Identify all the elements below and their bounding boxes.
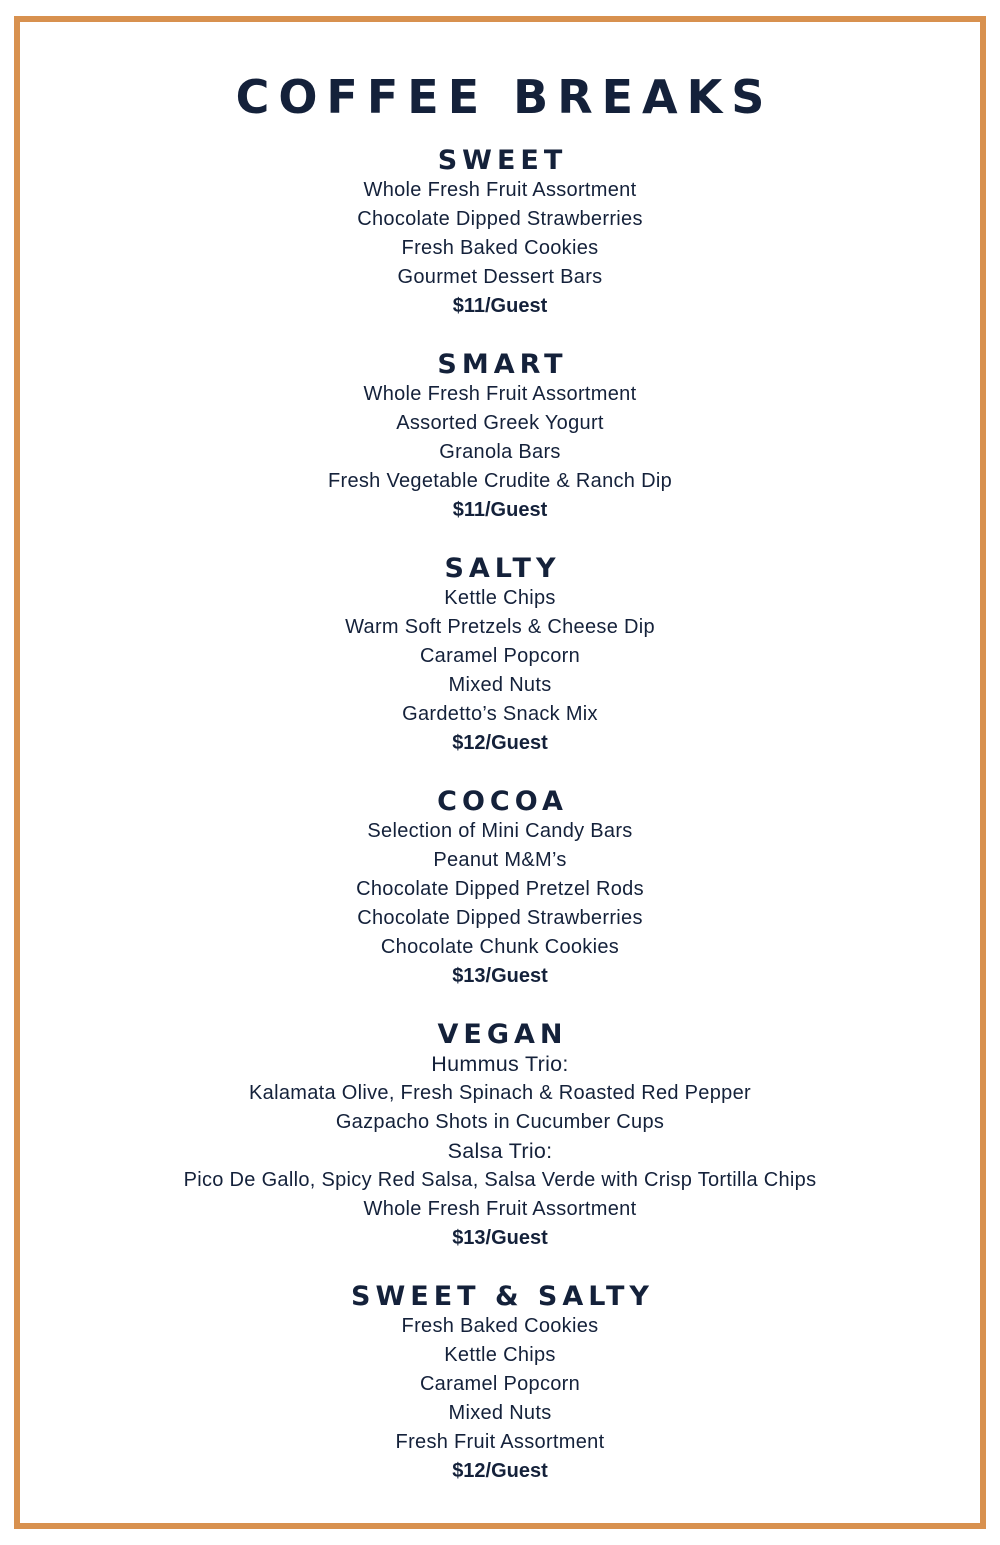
menu-item: Chocolate Chunk Cookies <box>380 936 620 958</box>
menu-item: Pico De Gallo, Spicy Red Salsa, Salsa Verde with Crisp Tortilla Chips <box>183 1169 817 1191</box>
menu-sections <box>20 146 980 1486</box>
menu-item: Caramel Popcorn <box>419 1373 581 1395</box>
menu-item: Whole Fresh Fruit Assortment <box>363 179 637 201</box>
menu-item: Granola Bars <box>439 441 561 463</box>
menu-section <box>20 350 980 525</box>
menu-section <box>20 554 980 758</box>
price: $12/Guest <box>452 1460 548 1482</box>
price: $11/Guest <box>452 499 548 521</box>
menu-item: Chocolate Dipped Pretzel Rods <box>356 878 644 900</box>
menu-item: Fresh Baked Cookies <box>401 237 599 259</box>
subheading: Salsa Trio: <box>447 1139 553 1163</box>
menu-item: Caramel Popcorn <box>419 645 581 667</box>
menu-item: Whole Fresh Fruit Assortment <box>363 383 637 405</box>
menu-item: Fresh Vegetable Crudite & Ranch Dip <box>327 470 672 492</box>
menu-item: Peanut M&M’s <box>433 849 567 871</box>
menu-section <box>20 1282 980 1486</box>
menu-item: Kalamata Olive, Fresh Spinach & Roasted Red Pepper <box>249 1082 751 1104</box>
section-title: SWEET <box>437 145 568 176</box>
menu-item: Whole Fresh Fruit Assortment <box>363 1198 637 1220</box>
section-title: SALTY <box>444 553 561 584</box>
section-title: SWEET & SALTY <box>351 1281 654 1312</box>
menu-section <box>20 1020 980 1253</box>
menu-item: Warm Soft Pretzels & Cheese Dip <box>345 616 655 638</box>
section-title: VEGAN <box>437 1019 568 1050</box>
menu-item: Gourmet Dessert Bars <box>397 266 603 288</box>
price: $12/Guest <box>452 732 548 754</box>
menu-section <box>20 787 980 991</box>
menu-item: Mixed Nuts <box>448 1402 552 1424</box>
section-title: SMART <box>437 349 568 380</box>
menu-item: Chocolate Dipped Strawberries <box>357 907 643 929</box>
menu-item: Selection of Mini Candy Bars <box>367 820 633 842</box>
menu-item: Chocolate Dipped Strawberries <box>357 208 643 230</box>
menu-content <box>20 66 980 1515</box>
price: $11/Guest <box>452 295 548 317</box>
menu-section <box>20 146 980 321</box>
subheading: Hummus Trio: <box>431 1052 569 1076</box>
menu-item: Assorted Greek Yogurt <box>396 412 604 434</box>
menu-item: Fresh Fruit Assortment <box>395 1431 605 1453</box>
menu-item: Kettle Chips <box>444 587 556 609</box>
section-title: COCOA <box>437 786 568 817</box>
menu-item: Fresh Baked Cookies <box>401 1315 599 1337</box>
menu-item: Gardetto’s Snack Mix <box>402 703 598 725</box>
price: $13/Guest <box>452 965 548 987</box>
page-title: COFFEE BREAKS <box>235 70 774 124</box>
menu-item: Gazpacho Shots in Cucumber Cups <box>335 1111 665 1133</box>
price: $13/Guest <box>452 1227 548 1249</box>
menu-item: Mixed Nuts <box>448 674 552 696</box>
menu-item: Kettle Chips <box>444 1344 556 1366</box>
